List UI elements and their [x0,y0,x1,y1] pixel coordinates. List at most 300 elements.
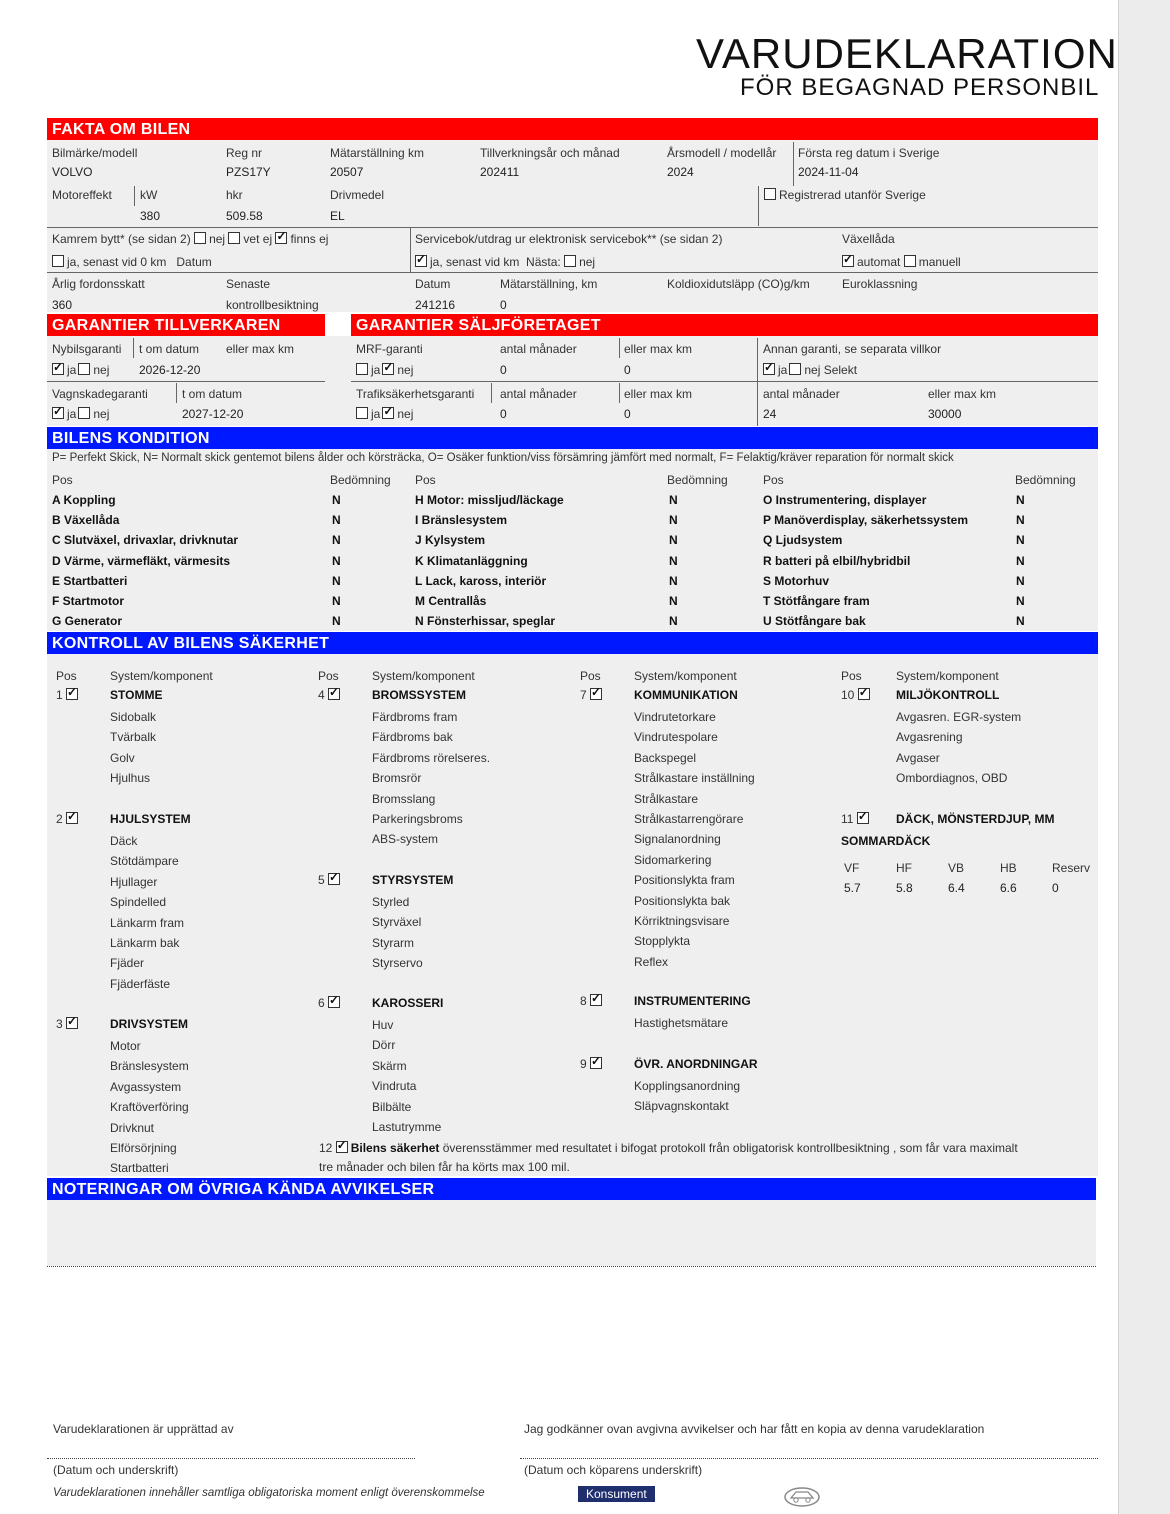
label-datum: Datum [176,255,212,269]
kond-bed-head-1: Bedömning [330,473,391,487]
kondition-pos: J Kylsystem [415,533,486,548]
label-ja: ja [371,363,381,377]
safety-item: Strålkastarrengörare [634,812,744,826]
safety-item: Vindruta [372,1079,417,1094]
safety-item: Stötdämpare [110,854,179,869]
safety-item: Positionslykta bak [634,893,731,908]
safety-item: Bilbälte [372,1099,412,1114]
safety-item: Styrservo [372,956,423,971]
kondition-grade: N [1016,513,1025,528]
safety-group-title: STYRSYSTEM [372,873,454,887]
safety-group-num: 11 [841,812,854,826]
divider [619,383,620,403]
safety-group-title: ÖVR. ANORDNINGAR [634,1057,758,1071]
kondition-pos: R batteri på elbil/hybridbil [763,553,911,568]
safety-item: Sidobalk [110,710,157,724]
safety-group-num: 3 [56,1017,63,1031]
annan-ja-checkbox[interactable] [763,363,775,375]
value-trafik-km: 0 [624,407,631,421]
value-kw: 380 [140,209,161,223]
noteringar-line [47,1266,1096,1267]
label-gearbox: Växellåda [842,232,895,246]
label-timing: Kamrem bytt* (se sidan 2) [52,232,191,246]
kondition-pos: U Stötfångare bak [763,614,866,629]
section-fakta: FAKTA OM BILEN [47,118,1098,140]
safety-item: Färdbroms rörelseres. [372,750,491,765]
label-nej: nej [804,363,821,377]
label-reg: Reg nr [226,146,263,160]
value-nybil-date: 2026-12-20 [139,363,201,377]
tyre-val-hf: 5.8 [896,881,913,895]
divider [134,186,135,206]
section-garantier-tillverkare: GARANTIER TILLVERKAREN [47,314,325,336]
label-model-year: Årsmodell / modellår [667,146,777,160]
safety-group-num: 2 [56,812,63,826]
label-power: Motoreffekt [52,188,112,202]
safety-item: Däck [110,834,138,848]
label-trafik: Trafiksäkerhetsgaranti [356,387,475,401]
safety-group-number [580,688,605,702]
kondition-pos: K Klimatanläggning [415,553,528,568]
kondition-grade: N [669,573,678,588]
safety-group-checkbox[interactable] [328,996,340,1008]
divider [793,142,794,186]
value-mrf-months: 0 [500,363,507,377]
kondition-grade: N [1016,614,1025,629]
label-ja: ja [778,363,788,377]
value-model-year: 2024 [667,165,694,179]
tyre-val-vb: 6.4 [948,881,965,895]
value-manuf: 202411 [480,165,520,179]
reg-abroad-field[interactable] [764,188,926,202]
label-first-reg: Första reg datum i Sverige [798,146,940,160]
safety-group-checkbox[interactable] [857,812,869,824]
label-nej: nej [93,407,110,421]
safety-item: Startbatteri [110,1161,169,1176]
divider [351,381,1098,382]
mrf-ja-checkbox[interactable] [356,363,368,375]
automat-checkbox[interactable] [842,255,854,267]
safety-group-number [56,1017,81,1031]
safety-group-number [318,873,343,887]
divider [133,338,134,358]
kondition-grade: N [332,553,341,568]
safety-item: Ombordiagnos, OBD [896,771,1008,786]
safety-group-num: 7 [580,688,587,702]
noteringar-field[interactable] [47,1200,1096,1266]
doc-title: VARUDEKLARATION [696,30,1118,77]
label-timing-done: ja, senast vid 0 km [67,255,167,269]
value-brand: VOLVO [52,165,93,179]
kond-bed-head-3: Bedömning [1015,473,1076,487]
safety-group-checkbox[interactable] [66,688,78,700]
safety-group-title: HJULSYSTEM [110,812,191,826]
kondition-grade: N [1016,573,1025,588]
kondition-pos: H Motor: missljud/läckage [415,493,564,507]
footer-left-sign: (Datum och underskrift) [53,1463,179,1477]
nybil-nej-checkbox[interactable] [78,363,90,375]
divider [47,381,325,382]
label-vet-ej: vet ej [243,232,273,246]
safety-item: Bränslesystem [110,1059,189,1074]
reg-abroad-label: Registrerad utanför Sverige [779,188,926,202]
trafik-ja-checkbox[interactable] [356,407,368,419]
safety-group-title: BROMSSYSTEM [372,688,467,702]
label-manuf: Tillverkningsår och månad [480,146,620,160]
label-nej: nej [209,232,226,246]
safety-item: Motor [110,1039,141,1053]
kondition-pos: B Växellåda [52,513,120,528]
value-reg: PZS17Y [226,165,271,179]
kondition-grade: N [669,493,678,507]
label-ja: ja [371,407,381,421]
safety-group-checkbox[interactable] [66,812,78,824]
safety-group-num: 4 [318,688,325,702]
note12 [319,1141,1018,1155]
safety-group-number [318,688,343,702]
label-euro: Euroklassning [842,277,918,291]
safety-item: Reflex [634,954,669,969]
safety-group-number [841,688,873,702]
safety-item: Styrled [372,895,410,909]
kond-bed-head-2: Bedömning [667,473,728,487]
safety-group-number [56,812,81,826]
section-sakerhet: KONTROLL AV BILENS SÄKERHET [47,632,1098,654]
sak-pos-head-1: Pos [56,669,77,683]
label-service-yes: ja, senast vid km [430,255,520,269]
safety-item: Sidomarkering [634,852,712,867]
safety-item: Signalanordning [634,832,721,847]
safety-group-num: 1 [56,688,63,702]
safety-group-checkbox[interactable] [858,688,870,700]
safety-item: Kraftöverföring [110,1100,189,1115]
kondition-grade: N [669,533,678,548]
tyre-head-hb: HB [1000,861,1017,875]
konsument-logo: Konsument [578,1486,655,1502]
safety-group-checkbox[interactable] [590,1057,602,1069]
kondition-grade: N [332,493,341,507]
safety-group-checkbox[interactable] [328,688,340,700]
safety-item: Avgassystem [110,1079,182,1094]
sak-sys-head-2: System/komponent [372,669,475,683]
safety-item: Avgasrening [896,730,963,745]
note12-checkbox[interactable] [336,1141,348,1153]
kondition-pos: M Centrallås [415,594,487,608]
safety-group-checkbox[interactable] [328,873,340,885]
kondition-pos: F Startmotor [52,594,124,608]
tyre-val-hb: 6.6 [1000,881,1017,895]
divider [619,338,620,358]
safety-group-num: 9 [580,1057,587,1071]
safety-item: Strålkastare [634,791,699,806]
safety-item: Avgasren. EGR-system [896,710,1022,724]
value-first-reg: 2024-11-04 [798,165,859,179]
label-tom2: t om datum [182,387,243,401]
seller-signature-line[interactable] [47,1458,415,1459]
service-yes-checkbox[interactable] [415,255,427,267]
tyre-head-vb: VB [948,861,965,875]
divider [757,338,758,426]
timing-nej-checkbox[interactable] [194,232,206,244]
safety-group-num: 8 [580,994,587,1008]
label-nej: nej [397,363,414,377]
kondition-pos: N Fönsterhissar, speglar [415,614,556,629]
service-nej-checkbox[interactable] [564,255,576,267]
label-mrf: MRF-garanti [356,342,423,356]
tyre-head-vf: VF [844,861,860,875]
value-annan-months: 24 [763,407,777,421]
safety-item: Elförsörjning [110,1141,177,1155]
safety-group-title: KOMMUNIKATION [634,688,738,702]
label-ja: ja [67,407,77,421]
label-nasta: Nästa: [526,255,561,269]
safety-item: Fjäder [110,956,145,971]
divider [47,227,1098,228]
kondition-grade: N [669,614,678,629]
label-annan-km: eller max km [928,387,997,401]
label-nej: nej [397,407,414,421]
safety-group-num: 5 [318,873,325,887]
vagnskada-choice [52,407,109,421]
label-max-km2: eller max km [624,387,693,401]
safety-item: Stopplykta [634,934,691,949]
kondition-pos: L Lack, kaross, interiör [415,573,547,588]
kondition-grade: N [1016,553,1025,568]
safety-group-title: STOMME [110,688,163,702]
value-hkr: 509.58 [226,209,263,223]
footer-left-label: Varudeklarationen är upprättad av [53,1422,234,1436]
sak-pos-head-3: Pos [580,669,601,683]
divider [410,228,411,272]
safety-item: Körriktningsvisare [634,914,730,928]
kondition-grade: N [332,614,341,629]
service-row [415,255,595,269]
label-max-km2: eller max km [624,342,693,356]
safety-item: Avgaser [896,750,940,765]
label-inspection2: kontrollbesiktning [226,298,319,312]
label-max-km: eller max km [226,342,295,356]
safety-group-checkbox[interactable] [590,994,602,1006]
divider [758,186,759,226]
label-antal-man: antal månader [500,387,577,401]
note12-text: överensstämmer med resultatet i bifogat protokoll från obligatorisk kontrollbesiktning , som får vara maximalt [439,1141,1018,1155]
nybil-ja-checkbox[interactable] [52,363,64,375]
sak-pos-head-2: Pos [318,669,339,683]
page-scrollbar[interactable] [1118,0,1170,1514]
manuell-checkbox[interactable] [904,255,916,267]
label-tom: t om datum [139,342,200,356]
safety-item: Hjulhus [110,771,151,786]
safety-item: Golv [110,750,135,765]
note12-text2: tre månader och bilen får ha körts max 100 mil. [319,1160,570,1174]
safety-group-num: 10 [841,688,855,702]
kondition-pos: G Generator [52,614,123,629]
kondition-pos: C Slutväxel, drivaxlar, drivknutar [52,533,239,548]
label-date: Datum [415,277,451,291]
safety-item: Positionslykta fram [634,873,735,888]
kondition-pos: S Motorhuv [763,573,829,588]
kondition-legend: P= Perfekt Skick, N= Normalt skick gentemot bilens ålder och körsträcka, O= Osäker funktion/viss försämring jämfört med normalt, F= Felaktig/kräver reparation för normalt skick [52,452,954,464]
kondition-grade: N [669,553,678,568]
kondition-grade: N [669,594,678,608]
kondition-pos: O Instrumentering, displayer [763,493,927,507]
note12-num: 12 [319,1141,333,1155]
doc-subtitle: FÖR BEGAGNAD PERSONBIL [740,74,1100,101]
label-service: Servicebok/utdrag ur elektronisk servicebok** (se sidan 2) [415,232,723,246]
safety-item: Släpvagnskontakt [634,1099,729,1114]
safety-item: Skärm [372,1058,407,1073]
safety-group-title: DÄCK, MÖNSTERDJUP, MM [896,812,1055,826]
label-nybil: Nybilsgaranti [52,342,122,356]
value-annan-km: 30000 [928,407,962,421]
kondition-grade: N [332,533,341,548]
safety-item: Färdbroms fram [372,710,458,724]
kond-pos-head-1: Pos [52,473,73,487]
trafik-choice [356,407,413,421]
car-emblem-icon [782,1485,822,1512]
value-fuel: EL [330,209,345,223]
value-tax: 360 [52,298,73,312]
label-odo2: Mätarställning, km [500,277,598,291]
mrf-nej-checkbox[interactable] [382,363,394,375]
kondition-pos: A Koppling [52,493,116,507]
label-brand: Bilmärke/modell [52,146,138,160]
safety-item: Länkarm bak [110,936,180,950]
safety-item: Spindelled [110,895,167,910]
safety-item: Huv [372,1018,394,1032]
label-kw: kW [140,188,158,202]
kondition-grade: N [669,513,678,528]
safety-group-num: 6 [318,996,325,1010]
safety-group-title: INSTRUMENTERING [634,994,751,1008]
nybil-choice [52,363,109,377]
timing-finnsej-checkbox[interactable] [275,232,287,244]
label-annan: Annan garanti, se separata villkor [763,342,942,356]
kondition-grade: N [1016,533,1025,548]
kondition-grade: N [1016,493,1025,507]
annan-nej-checkbox[interactable] [789,363,801,375]
safety-group-title: MILJÖKONTROLL [896,688,1000,702]
value-inspection-date: 241216 [415,298,456,312]
vagnskada-nej-checkbox[interactable] [78,407,90,419]
divider [47,272,1098,273]
sak-sys-head-1: System/komponent [110,669,213,683]
safety-item: Bromsslang [372,791,436,806]
annan-choice [763,363,857,377]
label-co2: Koldioxidutsläpp (CO)g/km [667,277,810,291]
timing-done-row [52,255,212,269]
footer-right-sign: (Datum och köparens underskrift) [524,1463,703,1477]
safety-item: Strålkastare inställning [634,771,755,786]
value-vagnskada-date: 2027-12-20 [182,407,244,421]
label-nej: nej [579,255,596,269]
kond-pos-head-2: Pos [415,473,436,487]
label-vagnskada: Vagnskadegaranti [52,387,148,401]
kondition-pos: D Värme, värmefläkt, värmesits [52,553,231,568]
buyer-signature-line[interactable] [520,1458,1098,1459]
label-ja: ja [67,363,77,377]
label-odo: Mätarställning km [330,146,425,160]
safety-group-number [318,996,343,1010]
kondition-grade: N [332,573,341,588]
reg-abroad-checkbox[interactable] [764,188,776,200]
vagnskada-ja-checkbox[interactable] [52,407,64,419]
safety-group-checkbox[interactable] [590,688,602,700]
safety-item: Dörr [372,1038,396,1053]
safety-group-number [841,812,872,826]
label-finns-ej: finns ej [290,232,329,246]
kondition-grade: N [332,513,341,528]
value-trafik-months: 0 [500,407,507,421]
safety-item: Drivknut [110,1120,155,1135]
label-nej: nej [93,363,110,377]
safety-item: Styrarm [372,935,414,950]
safety-group-number [580,1057,605,1071]
safety-item: Parkeringsbroms [372,812,463,826]
section-garantier-saljare: GARANTIER SÄLJFÖRETAGET [351,314,1098,336]
kond-pos-head-3: Pos [763,473,784,487]
label-automat: automat [857,255,901,269]
safety-item: Vindrutespolare [634,730,718,745]
kondition-pos: T Stötfångare fram [763,594,870,608]
label-selekt: Selekt [823,363,858,377]
value-mrf-km: 0 [624,363,631,377]
kondition-pos: I Bränslesystem [415,513,508,528]
footer-disclaimer: Varudeklarationen innehåller samtliga obligatoriska moment enligt överenskommelse [53,1487,485,1499]
safety-group-title: KAROSSERI [372,996,444,1010]
safety-item: Kopplingsanordning [634,1079,741,1093]
value-odo: 20507 [330,165,364,179]
label-fuel: Drivmedel [330,188,385,202]
safety-item: Hjullager [110,874,158,889]
mrf-choice [356,363,413,377]
safety-item: Backspegel [634,750,697,765]
tyre-season: SOMMARDÄCK [841,834,931,848]
label-manuell: manuell [918,255,961,269]
safety-group-number [56,688,81,702]
tyre-val-reserv: 0 [1052,881,1059,895]
tyre-head-reserv: Reserv [1052,861,1091,875]
label-antal-man: antal månader [500,342,577,356]
safety-group-title: DRIVSYSTEM [110,1017,189,1031]
trafik-nej-checkbox[interactable] [382,407,394,419]
safety-item: Färdbroms bak [372,730,453,745]
safety-item: Fjäderfäste [110,976,171,991]
kondition-pos: Q Ljudsystem [763,533,843,548]
label-tax: Årlig fordonsskatt [52,277,145,291]
timing-done-checkbox[interactable] [52,255,64,267]
label-inspection: Senaste [226,277,271,291]
gearbox-row [842,255,961,269]
note12-bold: Bilens säkerhet [350,1141,440,1155]
tyre-head-hf: HF [896,861,912,875]
safety-item: Länkarm fram [110,915,185,930]
safety-item: Styrväxel [372,915,422,930]
sak-pos-head-4: Pos [841,669,862,683]
value-inspection-odo: 0 [500,298,507,312]
footer-right-label: Jag godkänner ovan avgivna avvikelser och har fått en kopia av denna varudeklaration [524,1422,985,1436]
timing-vetej-checkbox[interactable] [228,232,240,244]
label-annan-months: antal månader [763,387,840,401]
tyre-val-vf: 5.7 [844,881,861,895]
kondition-pos: E Startbatteri [52,573,128,588]
safety-group-number [580,994,605,1008]
divider [176,383,177,403]
safety-group-checkbox[interactable] [66,1017,78,1029]
safety-item: ABS-system [372,832,439,847]
safety-item: Bromsrör [372,771,422,786]
timing-row [52,232,328,246]
